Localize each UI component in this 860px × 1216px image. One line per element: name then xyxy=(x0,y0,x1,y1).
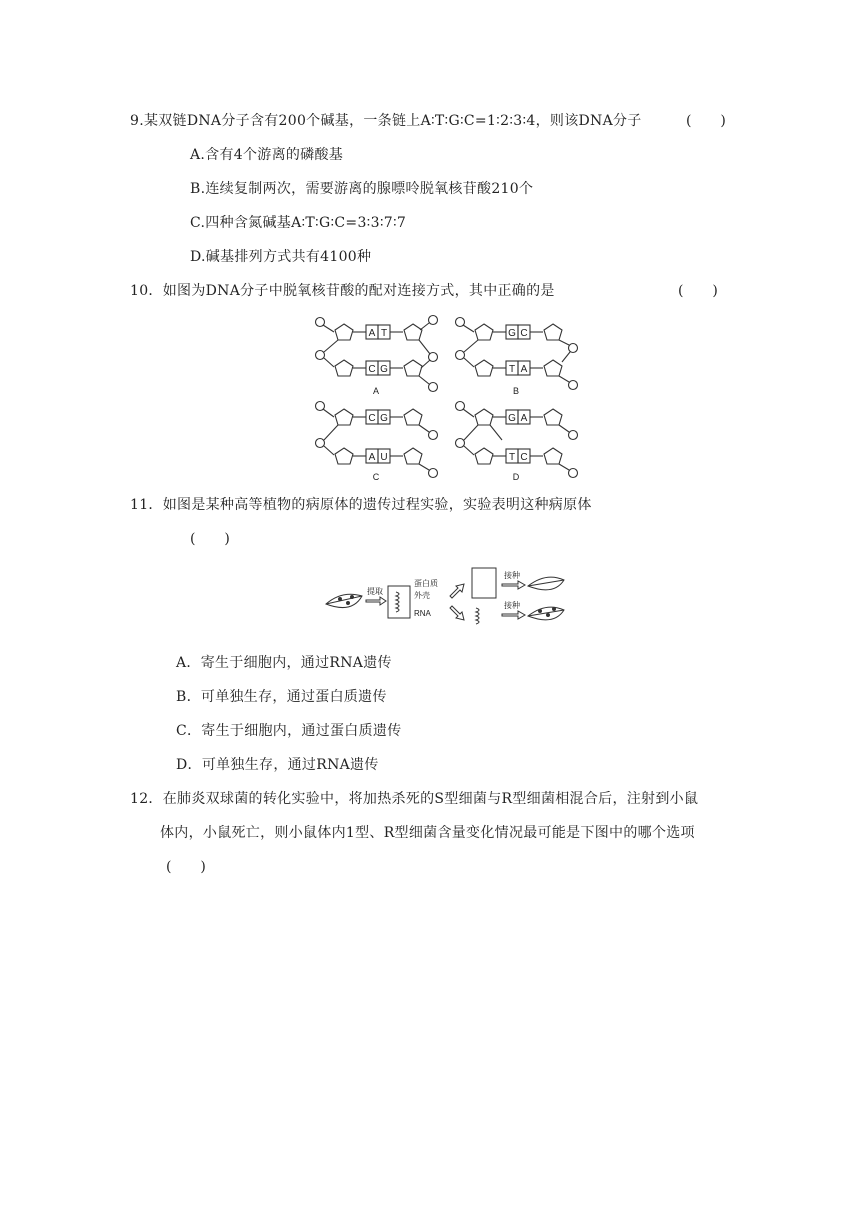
panel-b xyxy=(456,318,578,390)
base-b-bottom-2: A xyxy=(520,364,528,375)
label-inoculate-bottom: 接种 xyxy=(504,601,520,610)
q11-option-d: D．可单独生存，通过RNA遗传 xyxy=(176,757,379,773)
infected-leaf-result-icon xyxy=(528,607,564,620)
q9-option-a: A.含有4个游离的磷酸基 xyxy=(190,147,344,163)
infected-leaf-icon xyxy=(326,594,362,607)
q11-option-c: C．寄生于细胞内，通过蛋白质遗传 xyxy=(176,723,402,739)
q9-answer-paren: ( ) xyxy=(686,113,727,129)
extract-arrow-icon xyxy=(366,597,386,605)
base-c-bottom-2: U xyxy=(380,452,388,463)
q10-stem: 10．如图为DNA分子中脱氧核苷酸的配对连接方式，其中正确的是 xyxy=(130,283,555,299)
base-d-top-1: G xyxy=(508,413,516,424)
panel-a xyxy=(316,316,438,392)
base-c-top-1: C xyxy=(368,413,376,424)
q12-answer-paren: ( ) xyxy=(166,859,207,875)
base-d-bottom-1: T xyxy=(508,452,516,463)
base-a-top-2: T xyxy=(380,328,388,339)
base-b-top-2: C xyxy=(520,328,528,339)
panel-c xyxy=(316,402,438,478)
q9-stem: 9.某双链DNA分子含有200个碱基，一条链上A∶T∶G∶C=1∶2∶3∶4，则该DNA分子 xyxy=(130,113,642,129)
q12-stem-line1: 12．在肺炎双球菌的转化实验中，将加热杀死的S型细菌与R型细菌相混合后，注射到小鼠 xyxy=(130,791,699,807)
q12-stem-line2: 体内，小鼠死亡，则小鼠体内1型、R型细菌含量变化情况最可能是下图中的哪个选项 xyxy=(160,825,695,841)
panel-d-label: D xyxy=(512,472,520,482)
label-rna: RNA xyxy=(414,609,431,618)
base-c-bottom-1: A xyxy=(368,452,376,463)
q11-option-a: A．寄生于细胞内，通过RNA遗传 xyxy=(176,655,392,671)
label-inoculate-top: 接种 xyxy=(504,571,520,580)
arrow-down-icon xyxy=(450,606,464,620)
protein-shell-box xyxy=(472,568,496,598)
panel-a-label: A xyxy=(372,386,380,396)
rna-coil-icon xyxy=(396,592,399,612)
panel-c-label: C xyxy=(372,472,380,482)
inoculate-arrow-top-icon xyxy=(502,581,525,589)
label-protein-1: 蛋白质 xyxy=(414,579,438,588)
q11-answer-paren: ( ) xyxy=(190,531,231,547)
arrow-up-icon xyxy=(450,584,464,598)
base-d-top-2: A xyxy=(520,413,528,424)
q11-option-b: B．可单独生存，通过蛋白质遗传 xyxy=(176,689,387,705)
label-extract: 提取 xyxy=(367,587,383,596)
q9-option-b: B.连续复制两次，需要游离的腺嘌呤脱氧核苷酸210个 xyxy=(190,181,534,197)
q9-option-c: C.四种含氮碱基A∶T∶G∶C=3∶3∶7∶7 xyxy=(190,215,407,231)
base-a-bottom-1: C xyxy=(368,364,376,375)
base-a-top-1: A xyxy=(368,328,376,339)
inoculate-arrow-bottom-icon xyxy=(502,611,525,619)
q11-stem: 11．如图是某种高等植物的病原体的遗传过程实验，实验表明这种病原体 xyxy=(130,497,592,513)
panel-d xyxy=(456,402,578,478)
base-a-bottom-2: G xyxy=(380,364,388,375)
base-b-bottom-1: T xyxy=(508,364,516,375)
base-b-top-1: G xyxy=(508,328,516,339)
healthy-leaf-icon xyxy=(528,577,564,590)
base-d-bottom-2: C xyxy=(520,452,528,463)
q10-answer-paren: ( ) xyxy=(678,283,719,299)
base-c-top-2: G xyxy=(380,413,388,424)
rna-separated-icon xyxy=(476,608,479,624)
q10-figure xyxy=(310,312,585,484)
label-protein-2: 外壳 xyxy=(414,591,430,600)
q11-figure xyxy=(322,564,568,628)
panel-b-label: B xyxy=(512,386,520,396)
q9-option-d: D.碱基排列方式共有4100种 xyxy=(190,249,372,265)
